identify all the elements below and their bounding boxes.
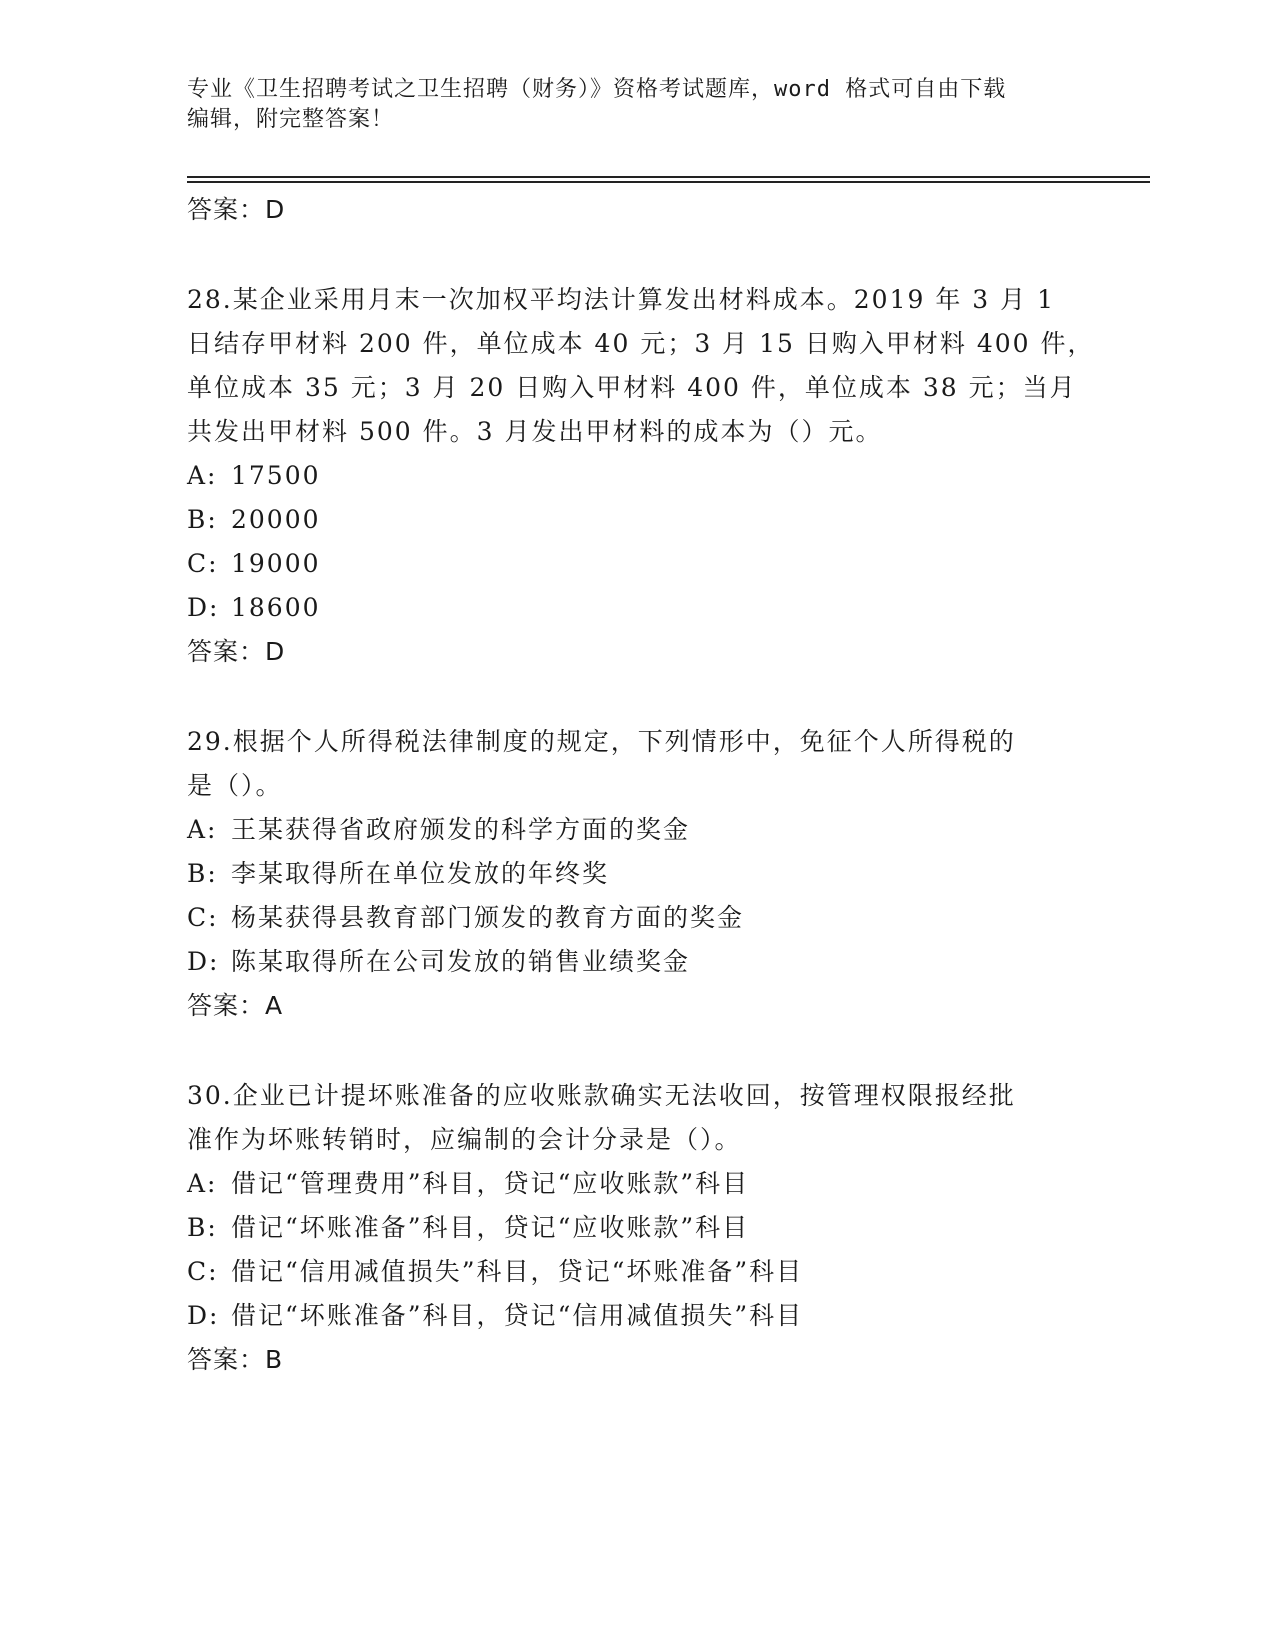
question-line: 28.某企业采用月末一次加权平均法计算发出材料成本。2019 年 3 月 1	[187, 285, 1055, 314]
question-line: 共发出甲材料 500 件。3 月发出甲材料的成本为（）元。	[187, 417, 883, 446]
option-text: 20000	[231, 505, 321, 534]
option-a	[187, 461, 321, 491]
option-key: B:	[187, 505, 218, 534]
option-d	[187, 593, 321, 623]
answer: 答案：B	[187, 1345, 284, 1374]
option-b	[187, 859, 609, 889]
option-a	[187, 1169, 749, 1199]
option-c	[187, 903, 744, 933]
option-key: B:	[187, 1213, 218, 1242]
header-line-2: 编辑，附完整答案！	[187, 107, 395, 132]
option-key: C:	[187, 549, 219, 578]
question-line: 29.根据个人所得税法律制度的规定，下列情形中，免征个人所得税的	[187, 727, 1016, 756]
option-text: 李某取得所在单位发放的年终奖	[231, 859, 610, 888]
option-key: A:	[187, 461, 218, 490]
option-key: A:	[187, 815, 218, 844]
option-text: 借记“信用减值损失”科目，贷记“坏账准备”科目	[231, 1257, 804, 1286]
option-key: D:	[187, 593, 220, 622]
option-text: 18600	[231, 593, 321, 622]
question-line: 日结存甲材料 200 件，单位成本 40 元；3 月 15 日购入甲材料 400 件，	[187, 329, 1095, 358]
option-key: A:	[187, 1169, 218, 1198]
option-d	[187, 1301, 803, 1331]
answer: 答案：A	[187, 991, 284, 1020]
option-d	[187, 947, 690, 977]
option-text: 17500	[231, 461, 321, 490]
option-key: B:	[187, 859, 218, 888]
option-key: C:	[187, 1257, 219, 1286]
option-key: D:	[187, 947, 220, 976]
option-text: 借记“坏账准备”科目，贷记“应收账款”科目	[231, 1213, 750, 1242]
header-rule-bottom	[187, 181, 1150, 183]
header-line-1: 专业《卫生招聘考试之卫生招聘（财务）》资格考试题库，word 格式可自由下载	[187, 77, 1007, 102]
question-line: 准作为坏账转销时，应编制的会计分录是（）。	[187, 1125, 742, 1154]
previous-answer: 答案：D	[187, 195, 286, 224]
option-text: 借记“坏账准备”科目，贷记“信用减值损失”科目	[231, 1301, 804, 1330]
option-text: 借记“管理费用”科目，贷记“应收账款”科目	[231, 1169, 750, 1198]
option-key: D:	[187, 1301, 220, 1330]
option-b	[187, 1213, 749, 1243]
option-a	[187, 815, 690, 845]
question-line: 单位成本 35 元；3 月 20 日购入甲材料 400 件，单位成本 38 元；当月	[187, 373, 1077, 402]
option-text: 杨某获得县教育部门颁发的教育方面的奖金	[231, 903, 745, 932]
option-text: 19000	[231, 549, 321, 578]
question-line: 30.企业已计提坏账准备的应收账款确实无法收回，按管理权限报经批	[187, 1081, 1016, 1110]
question-line: 是（）。	[187, 771, 283, 800]
option-b	[187, 505, 321, 535]
option-key: C:	[187, 903, 219, 932]
option-c	[187, 1257, 803, 1287]
header-rule-top	[187, 176, 1150, 178]
answer: 答案：D	[187, 637, 286, 666]
option-text: 陈某取得所在公司发放的销售业绩奖金	[231, 947, 691, 976]
option-text: 王某获得省政府颁发的科学方面的奖金	[231, 815, 691, 844]
option-c	[187, 549, 321, 579]
